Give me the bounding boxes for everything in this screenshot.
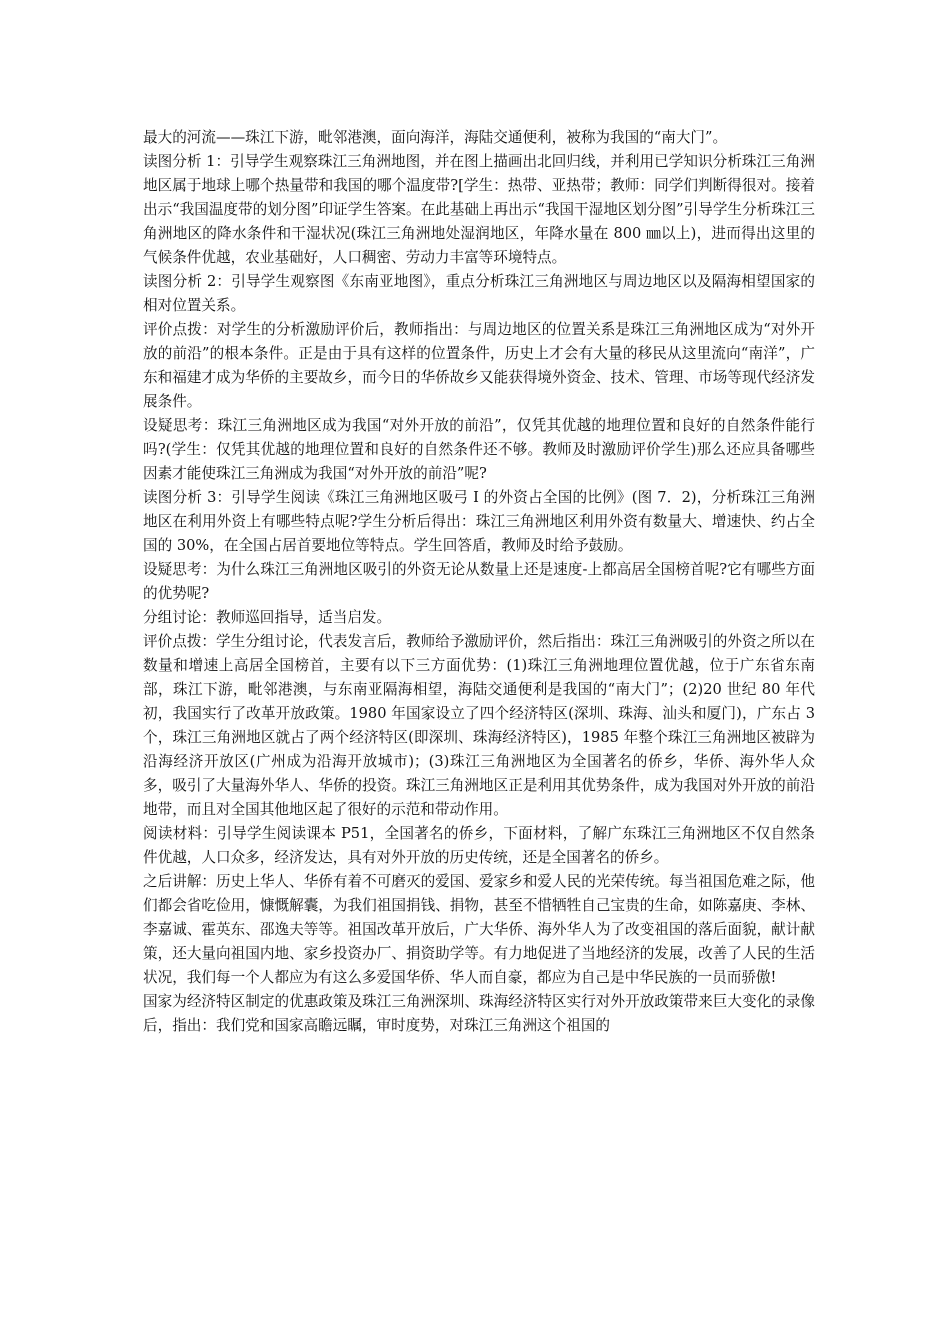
paragraph: 国家为经济特区制定的优惠政策及珠江三角洲深圳、珠海经济特区实行对外开放政策带来巨大变化的录像后，指出：我们党和国家高瞻远瞩，审时度势，对珠江三角洲这个祖国的: [143, 993, 815, 1034]
paragraph: 读图分析 2：引导学生观察图《东南亚地图》，重点分析珠江三角洲地区与周边地区以及隔海相望国家的相对位置关系。: [143, 273, 815, 314]
paragraph: 读图分析 1：引导学生观察珠江三角洲地图，并在图上描画出北回归线，并利用已学知识分析珠江三角洲地区属于地球上哪个热量带和我国的哪个温度带?[学生：热带、亚热带；教师：同学们判断得很对。接着出示“我国温度带的划分图”印证学生答案。在此基础上再出示“我国干湿地区划分图”引导学生分析珠江三角洲地区的降水条件和干湿状况(珠江三角洲地处湿润地区，年降水量在 800 ㎜以上)，进而得出这里的气候条件优越，农业基础好，人口稠密、劳动力丰富等环境特点。: [143, 153, 815, 266]
paragraph: 设疑思考：珠江三角洲地区成为我国“对外开放的前沿”，仅凭其优越的地理位置和良好的自然条件能行吗?(学生：仅凭其优越的地理位置和良好的自然条件还不够。教师及时激励评价学生)那么还应具备哪些因素才能使珠江三角洲成为我国“对外开放的前沿”呢?: [143, 417, 815, 482]
paragraph: 评价点拨：学生分组讨论，代表发言后，教师给予激励评价，然后指出：珠江三角洲吸引的外资之所以在数量和增速上高居全国榜首，主要有以下三方面优势：(1)珠江三角洲地理位置优越，位于广东省东南部，珠江下游，毗邻港澳，与东南亚隔海相望，海陆交通便利是我国的“南大门”；(2)20 世纪 80 年代初，我国实行了改革开放政策。1980 年国家设立了四个经济特区(深圳、珠海、汕头和厦门)，广东占 3 个，珠江三角洲地区就占了两个经济特区(即深圳、珠海经济特区)，1985 年整个珠江三角洲地区被辟为沿海经济开放区(广州成为沿海开放城市)；(3)珠江三角洲地区为全国著名的侨乡，华侨、海外华人众多，吸引了大量海外华人、华侨的投资。珠江三角洲地区正是利用其优势条件，成为我国对外开放的前沿地带，而且对全国其他地区起了很好的示范和带动作用。: [143, 633, 815, 818]
paragraph: 设疑思考：为什么珠江三角洲地区吸引的外资无论从数量上还是速度-上都高居全国榜首呢?它有哪些方面的优势呢?: [143, 561, 815, 602]
paragraph: 阅读材料：引导学生阅读课本 P51，全国著名的侨乡，下面材料，了解广东珠江三角洲地区不仅自然条件优越，人口众多，经济发达，具有对外开放的历史传统，还是全国著名的侨乡。: [143, 825, 815, 866]
paragraph: 最大的河流——珠江下游，毗邻港澳，面向海洋，海陆交通便利，被称为我国的“南大门”。: [143, 129, 728, 146]
paragraph: 读图分析 3：引导学生阅读《珠江三角洲地区吸弓 I 的外资占全国的比例》(图 7．2)，分析珠江三角洲地区在利用外资上有哪些特点呢?学生分析后得出：珠江三角洲地区利用外资有数量大、增速快、约占全国的 30%，在全国占居首要地位等特点。学生回答盾，教师及时给予鼓励。: [143, 489, 815, 554]
paragraph: 之后讲解：历史上华人、华侨有着不可磨灭的爱国、爱家乡和爱人民的光荣传统。每当祖国危难之际，他们都会省吃俭用，慷慨解囊，为我们祖国捐钱、捐物，甚至不惜牺牲自己宝贵的生命，如陈嘉庚、李林、李嘉诚、霍英东、邵逸夫等等。祖国改革开放后，广大华侨、海外华人为了改变祖国的落后面貌，献计献策，还大量向祖国内地、家乡投资办厂、捐资助学等。有力地促进了当地经济的发展，改善了人民的生活状况，我们每一个人都应为有这么多爱国华侨、华人而自豪，都应为自己是中华民族的一员而骄傲!: [143, 873, 815, 986]
paragraph: 分组讨论：教师巡回指导，适当启发。: [143, 609, 392, 626]
document-body: [143, 126, 815, 1038]
paragraph: 评价点拨：对学生的分析激励评价后，教师指出：与周边地区的位置关系是珠江三角洲地区成为“对外开放的前沿”的根本条件。正是由于具有这样的位置条件，历史上才会有大量的移民从这里流向“南洋”，广东和福建才成为华侨的主要故乡，而今日的华侨故乡又能获得境外资金、技术、管理、市场等现代经济发展条件。: [143, 321, 815, 410]
